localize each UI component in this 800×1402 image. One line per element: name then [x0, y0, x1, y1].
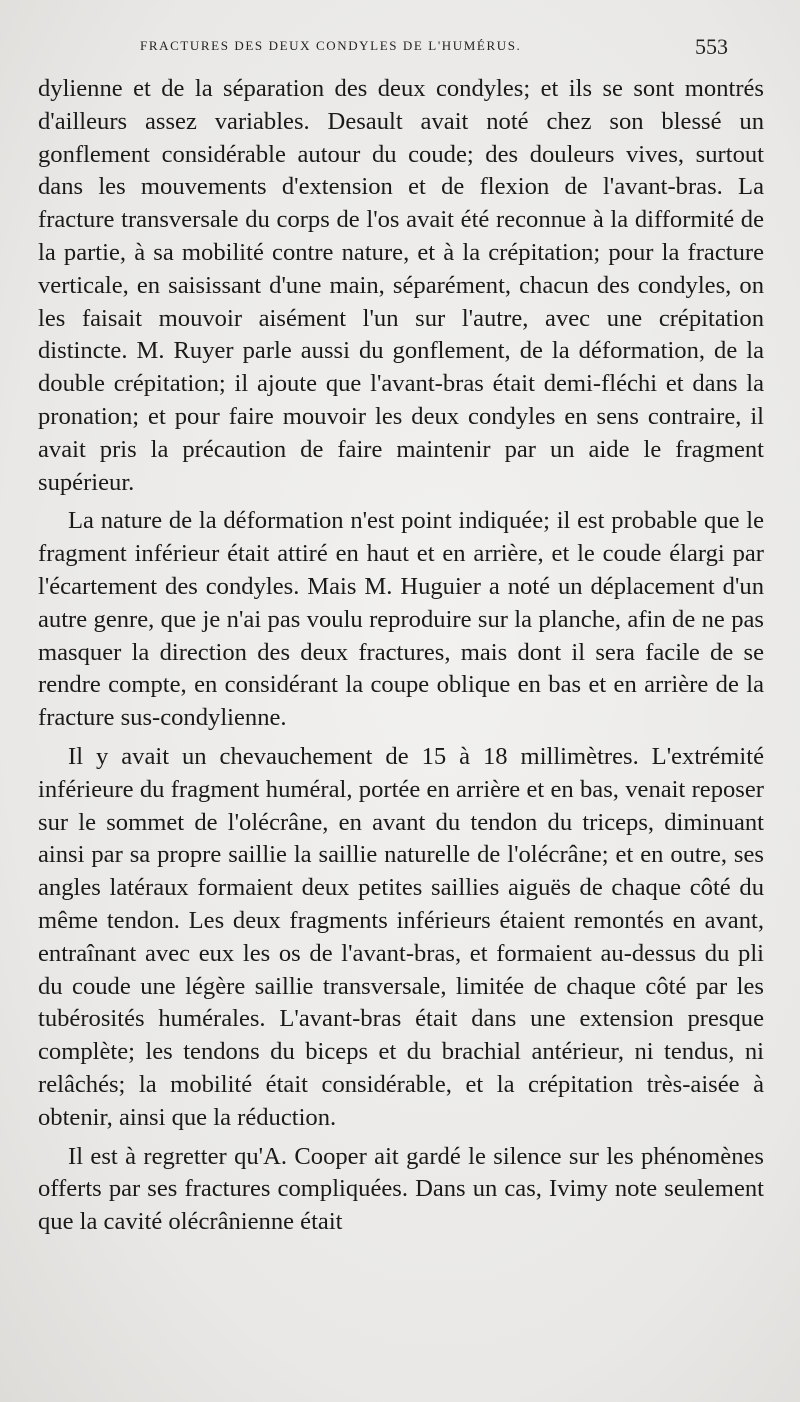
page-header	[140, 34, 740, 62]
paragraph-chevauchement: Il y avait un chevauchement de 15 à 18 millimètres. L'extrémité inférieure du fragment huméral, portée en arrière et en bas, venait reposer sur le sommet de l'olécrâne, en avant du tendon du triceps, diminuant ainsi par sa propre saillie la saillie naturelle de l'olécrâne; et en outre, ses angles latéraux formaient deux petites saillies aiguës de chaque côté du même tendon. Les deux fragments inférieurs étaient remontés en avant, entraînant avec eux les os de l'avant-bras, et formaient au-dessus du pli du coude une légère saillie transversale, limitée de chaque côté par les tubérosités humérales. L'avant-bras était dans une extension presque complète; les tendons du biceps et du brachial antérieur, ni tendus, ni relâchés; la mobilité était considérable, et la crépitation très-aisée à obtenir, ainsi que la réduction.	[38, 742, 764, 1131]
running-title: FRACTURES DES DEUX CONDYLES DE L'HUMÉRUS.	[140, 38, 522, 53]
paragraph-deformation: La nature de la déformation n'est point indiquée; il est probable que le fragment inférieur était attiré en haut et en arrière, et le coude élargi par l'écartement des condyles. Mais M. Huguier a noté un déplacement d'un autre genre, que je n'ai pas voulu reproduire sur la planche, afin de ne pas masquer la direction des deux fractures, mais dont il sera facile de se rendre compte, en considérant la coupe oblique en bas et en arrière de la fracture sus-condylienne.	[38, 507, 764, 732]
paragraph-cooper: Il est à regretter qu'A. Cooper ait gardé le silence sur les phénomènes offerts par ses fractures compliquées. Dans un cas, Ivimy note seulement que la cavité olécrânienne était	[38, 1142, 764, 1236]
page-number: 553	[695, 34, 728, 59]
body-text	[38, 73, 764, 1239]
paragraph-continued: dylienne et de la séparation des deux condyles; et ils se sont montrés d'ailleurs assez variables. Desault avait noté chez son blessé un gonflement considérable autour du coude; des douleurs vives, surtout dans les mouvements d'extension et de flexion de l'avant-bras. La fracture transversale du corps de l'os avait été reconnue à la difformité de la partie, à sa mobilité contre nature, et à la crépitation; pour la fracture verticale, en saisissant d'une main, séparément, chacun des condyles, on les faisait mouvoir aisément l'un sur l'autre, avec une crépitation distincte. M. Ruyer parle aussi du gonflement, de la déformation, de la double crépitation; il ajoute que l'avant-bras était demi-fléchi et dans la pronation; et pour faire mouvoir les deux condyles en sens contraire, il avait pris la précaution de faire maintenir par un aide le fragment supérieur.	[38, 75, 764, 496]
